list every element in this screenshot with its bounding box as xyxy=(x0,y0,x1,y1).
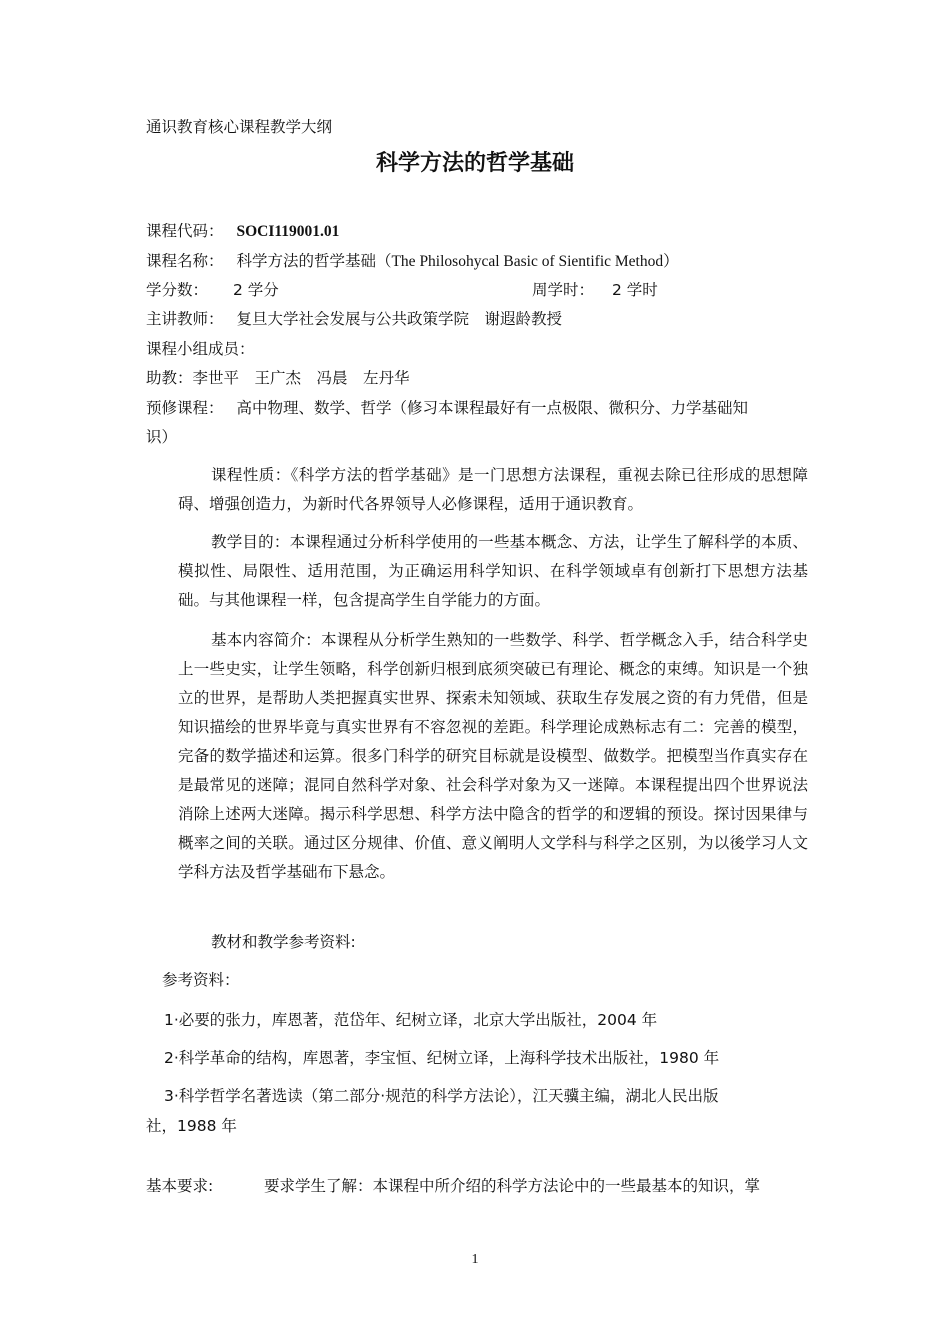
weekly-hours-label: 周学时： xyxy=(532,281,595,299)
materials-heading: 教材和教学参考资料: xyxy=(211,933,356,951)
credit-row xyxy=(146,280,658,300)
references-heading: 参考资料： xyxy=(162,971,240,989)
teacher-label: 主讲教师： xyxy=(146,310,224,328)
document-title: 科学方法的哲学基础 xyxy=(375,150,574,176)
teacher-value: 复旦大学社会发展与公共政策学院 谢遐龄教授 xyxy=(236,310,562,328)
course-name-en: The Philosohycal Basic of Sientific Method xyxy=(391,253,664,270)
course-code-row xyxy=(146,221,339,242)
reference-item-3-cont: 社，1988 年 xyxy=(146,1117,237,1135)
basic-requirements-label: 基本要求: xyxy=(146,1177,214,1195)
credit-value: 2 学分 xyxy=(233,281,279,299)
content-intro-paragraph xyxy=(178,626,808,887)
course-code-label: 课程代码： xyxy=(146,222,224,240)
document-subtitle: 通识教育核心课程教学大纲 xyxy=(146,118,333,136)
course-name-close: ） xyxy=(663,252,679,270)
course-name-cn: 科学方法的哲学基础（ xyxy=(236,252,392,270)
course-nature-text: 《科学方法的哲学基础》是一门思想方法课程，重视去除已往形成的思想障碍、增强创造力，为新时代各界领导人必修课程，适用于通识教育。 xyxy=(178,466,808,513)
reference-item-2: 2·科学革命的结构，库恩著，李宝恒、纪树立译，上海科学技术出版社，1980 年 xyxy=(164,1049,720,1067)
course-name-row xyxy=(146,251,679,272)
page-number: 1 xyxy=(471,1252,479,1267)
teacher-row xyxy=(146,309,562,329)
credit-label: 学分数： xyxy=(146,281,209,299)
teaching-purpose-label: 教学目的： xyxy=(211,533,290,551)
group-members-label: 课程小组成员： xyxy=(146,340,255,358)
prereq-label: 预修课程： xyxy=(146,399,224,417)
teaching-purpose-text: 本课程通过分析科学使用的一些基本概念、方法，让学生了解科学的本质、模拟性、局限性、适用范围，为正确运用科学知识、在科学领域卓有创新打下思想方法基础。与其他课程一样，包含提高学生自学能力的方面。 xyxy=(178,533,808,609)
course-nature-paragraph xyxy=(178,461,808,519)
reference-item-3: 3·科学哲学名著选读（第二部分·规范的科学方法论），江天骥主编，湖北人民出版 xyxy=(164,1087,719,1105)
course-code-value: SOCI119001.01 xyxy=(236,223,340,240)
course-nature-label: 课程性质： xyxy=(211,466,291,484)
prereq-text: 高中物理、数学、哲学（修习本课程最好有一点极限、微积分、力学基础知 xyxy=(236,399,748,417)
content-intro-text: 本课程从分析学生熟知的一些数学、科学、哲学概念入手，结合科学史上一些史实，让学生领略，科学创新归根到底须突破已有理论、概念的束缚。知识是一个独立的世界，是帮助人类把握真实世界、探索未知领域、获取生存发展之资的有力凭借，但是知识描绘的世界毕竟与真实世界有不容忽视的差距。科学理论成熟标志有二：完善的模型，完备的数学描述和运算。很多门科学的研究目标就是设模型、做数学。把模型当作真实存在是最常见的迷障；混同自然科学对象、社会科学对象为又一迷障。本课程提出四个世界说法消除上述两大迷障。揭示科学思想、科学方法中隐含的哲学的和逻辑的预设。探讨因果律与概率之间的关联。通过区分规律、价值、意义阐明人文学科与科学之区别，为以後学习人文学科方法及哲学基础布下悬念。 xyxy=(178,631,808,881)
course-name-label: 课程名称： xyxy=(146,252,224,270)
weekly-hours-value: 2 学时 xyxy=(612,281,658,299)
basic-requirements-text: 要求学生了解：本课程中所介绍的科学方法论中的一些最基本的知识，掌 xyxy=(264,1177,761,1195)
basic-requirements-row xyxy=(146,1176,761,1196)
teaching-purpose-paragraph xyxy=(178,528,808,615)
prereq-text-cont: 识） xyxy=(146,428,178,446)
content-intro-label: 基本内容简介： xyxy=(211,631,322,649)
reference-item-1: 1·必要的张力，库恩著，范岱年、纪树立译，北京大学出版社，2004 年 xyxy=(164,1011,658,1029)
assistants-line: 助教：李世平 王广杰 冯晨 左丹华 xyxy=(146,369,410,387)
prereq-row xyxy=(146,398,748,418)
